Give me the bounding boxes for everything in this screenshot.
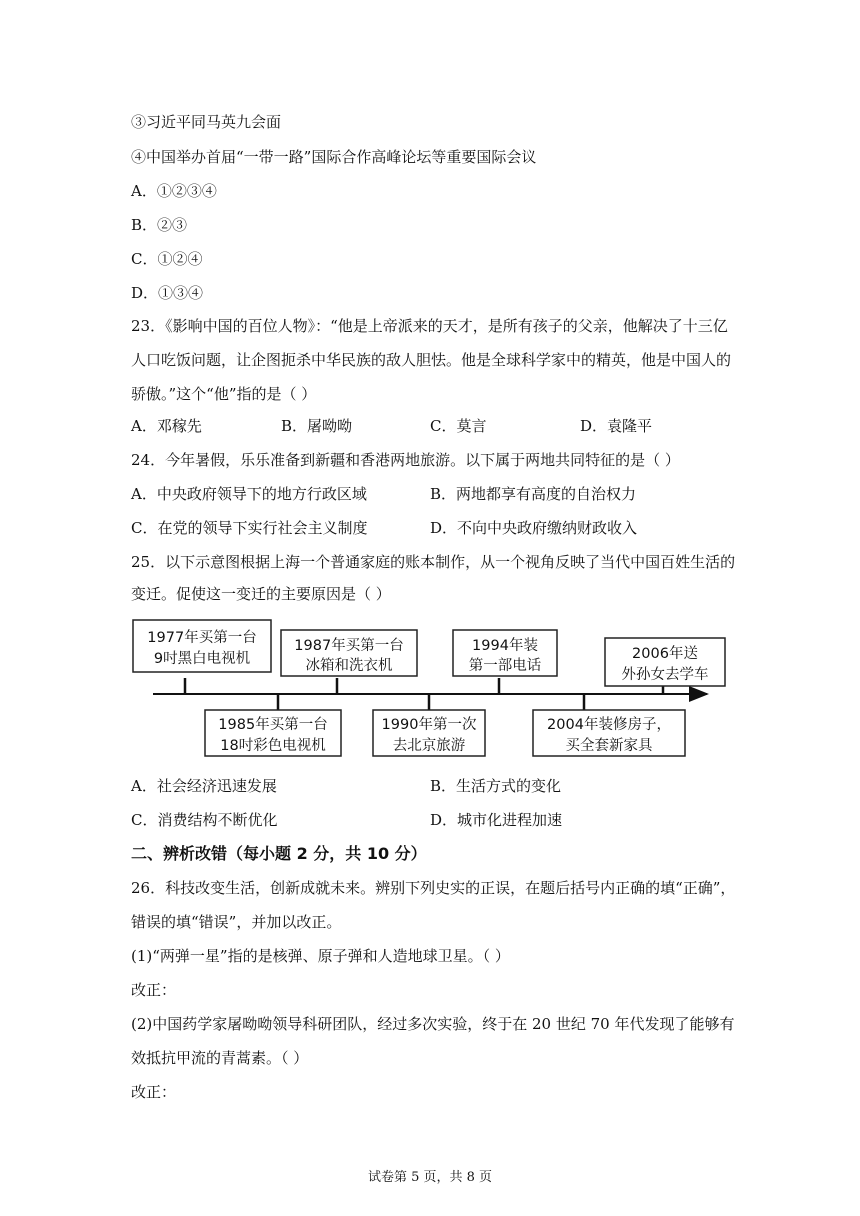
q26-correction-2: 改正：: [131, 1083, 177, 1101]
event-2006-line-2: 外孙女去学车: [621, 667, 709, 683]
q25-option-a: A．社会经济迅速发展: [131, 777, 277, 795]
section-2-heading: 二、辨析改错（每小题 2 分，共 10 分）: [131, 844, 427, 863]
event-1985-line-2: 18吋彩色电视机: [220, 738, 326, 754]
event-1987-line-2: 冰箱和洗衣机: [305, 658, 393, 674]
event-2004-line-1: 2004年装修房子，: [547, 717, 671, 733]
q23-option-d: D．袁隆平: [580, 417, 653, 435]
q25-option-b: B．生活方式的变化: [430, 777, 562, 795]
event-2004-line-2: 买全套新家具: [565, 738, 653, 754]
timeline-event-1990: [373, 710, 485, 756]
q26-correction-1: 改正：: [131, 981, 177, 999]
q22-option-d: D．①③④: [131, 284, 204, 302]
event-1977-line-1: 1977年买第一台: [147, 630, 257, 646]
q26-sub-2-line-2: 效抵抗甲流的青蒿素。（ ）: [131, 1049, 309, 1067]
q24-option-a: A．中央政府领导下的地方行政区域: [131, 485, 367, 503]
event-1987-line-1: 1987年买第一台: [294, 638, 404, 654]
event-1994-line-1: 1994年装: [472, 638, 538, 654]
timeline-event-1985: [205, 710, 341, 756]
event-1977-line-2: 9吋黑白电视机: [153, 651, 251, 667]
q22-option-b: B．②③: [131, 216, 188, 234]
timeline-event-1987: [281, 630, 417, 676]
q23-option-a: A．邓稼先: [131, 417, 202, 435]
q22-option-c: C．①②④: [131, 250, 203, 268]
timeline-event-1994: [453, 630, 557, 676]
event-1994-line-2: 第一部电话: [468, 658, 542, 674]
timeline-event-2004: [533, 710, 685, 756]
q23-option-b: B．屠呦呦: [281, 417, 353, 435]
q25-stem-line-1: 25．以下示意图根据上海一个普通家庭的账本制作，从一个视角反映了当代中国百姓生活的: [131, 553, 736, 571]
q26-stem-line-2: 错误的填“错误”，并加以改正。: [131, 913, 342, 931]
q26-sub-2-line-1: (2)中国药学家屠呦呦领导科研团队，经过多次实验，终于在 20 世纪 70 年代发现了能够有: [131, 1015, 735, 1033]
q25-stem-line-2: 变迁。促使这一变迁的主要原因是（ ）: [131, 585, 391, 603]
q24-option-c: C．在党的领导下实行社会主义制度: [131, 519, 368, 537]
q23-option-c: C．莫言: [430, 417, 487, 435]
q25-option-d: D．城市化进程加速: [430, 811, 563, 829]
event-1990-line-1: 1990年第一次: [381, 717, 477, 733]
timeline-event-2006: [605, 638, 725, 686]
event-1985-line-1: 1985年买第一台: [218, 717, 328, 733]
q23-stem-line-1: 23．《影响中国的百位人物》：“他是上帝派来的天才，是所有孩子的父亲，他解决了十三亿: [131, 317, 728, 335]
timeline-event-1977: [133, 620, 271, 672]
timeline-diagram: [131, 616, 731, 758]
q23-stem-line-3: 骄傲。”这个“他”指的是（ ）: [131, 385, 317, 403]
q26-sub-1: (1)“两弹一星”指的是核弹、原子弹和人造地球卫星。（ ）: [131, 947, 510, 965]
q22-item-4: ④中国举办首届“一带一路”国际合作高峰论坛等重要国际会议: [131, 148, 537, 166]
q26-stem-line-1: 26．科技改变生活，创新成就未来。辨别下列史实的正误，在题后括号内正确的填“正确”，: [131, 879, 736, 897]
page-footer: 试卷第 5 页，共 8 页: [367, 1170, 493, 1185]
q25-option-c: C．消费结构不断优化: [131, 811, 278, 829]
event-2006-line-1: 2006年送: [632, 646, 698, 662]
q24-option-b: B．两地都享有高度的自治权力: [430, 485, 637, 503]
q22-option-a: A．①②③④: [131, 182, 217, 200]
q22-item-3: ③习近平同马英九会面: [131, 113, 282, 131]
q24-option-d: D．不向中央政府缴纳财政收入: [430, 519, 638, 537]
q23-stem-line-2: 人口吃饭问题，让企图扼杀中华民族的敌人胆怯。他是全球科学家中的精英，他是中国人的: [131, 351, 732, 369]
event-1990-line-2: 去北京旅游: [392, 738, 466, 754]
q24-stem: 24．今年暑假，乐乐准备到新疆和香港两地旅游。以下属于两地共同特征的是（ ）: [131, 451, 680, 469]
